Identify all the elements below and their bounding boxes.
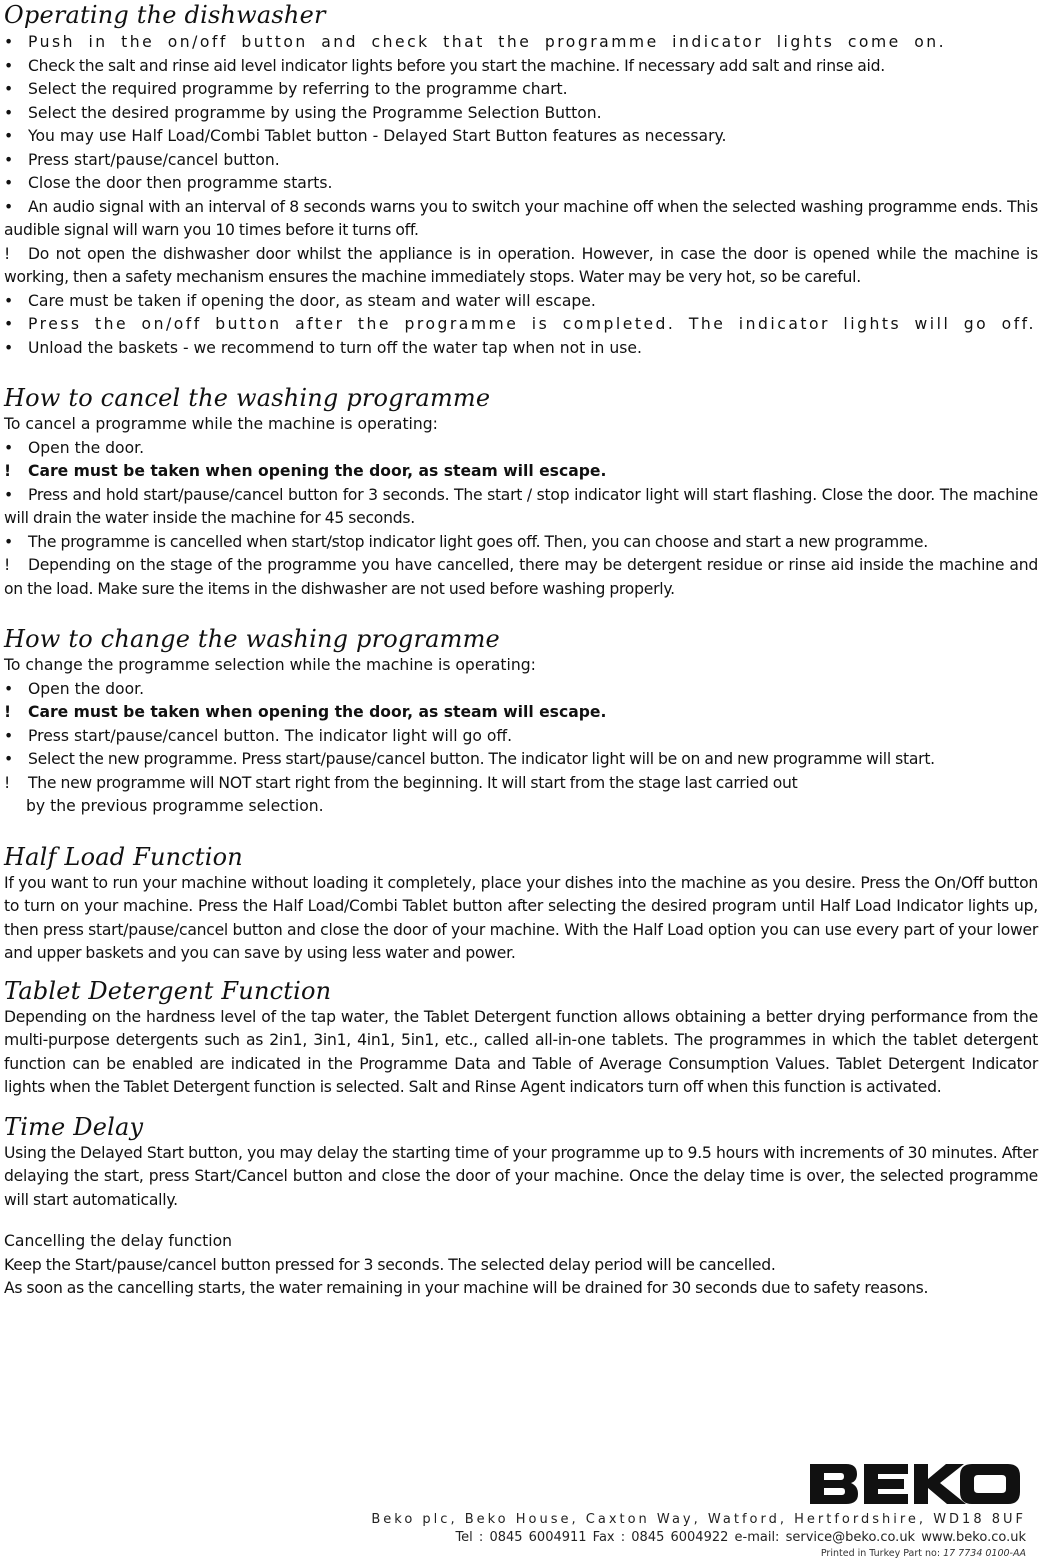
cancel-intro: To cancel a programme while the machine is operating: <box>4 415 438 433</box>
bullet-icon: • <box>4 315 16 333</box>
bullet-icon: • <box>4 197 13 216</box>
delay-cancel-line1: Keep the Start/pause/cancel button pressed for 3 seconds. The selected delay period will be cancelled. <box>4 1255 776 1274</box>
bullet-icon: • <box>4 33 16 51</box>
warning-icon: ! <box>4 556 11 574</box>
bullet-icon: • <box>4 485 13 504</box>
footer-address: Beko plc, Beko House, Caxton Way, Watford, Hertfordshire, WD18 8UF <box>371 1512 1026 1527</box>
list-item: • Check the salt and rinse aid level indicator lights before you start the machine. If necessary add salt and rinse aid. <box>4 55 1038 79</box>
section-title-tablet: Tablet Detergent Function <box>4 976 332 1005</box>
warning-icon: ! <box>4 773 11 792</box>
warning-item: ! Do not open the dishwasher door whilst the appliance is in operation. However, in case the door is opened while the machine is working, then a safety mechanism ensures the machine immediately stops. Water may be very hot, so be careful. <box>4 244 1038 286</box>
warning-icon: ! <box>4 244 11 263</box>
warning-item: ! Care must be taken when opening the door, as steam will escape. <box>4 460 1038 484</box>
bullet-icon: • <box>4 291 14 310</box>
list-item: • Press the on/off button after the programme is completed. The indicator lights will go off. <box>4 313 1038 337</box>
list-item: • Press start/pause/cancel button. The indicator light will go off. <box>4 725 1038 749</box>
warning-icon: ! <box>4 462 12 480</box>
list-item: • Open the door. <box>4 678 1038 702</box>
section-title-operating: Operating the dishwasher <box>4 1 326 29</box>
bullet-icon: • <box>4 679 14 698</box>
delay-body: Using the Delayed Start button, you may delay the starting time of your programme up to 9.5 hours with increments of 30 minutes. After delaying the start, press Start/Cancel button and close the door of your machine. Once the delay time is over, the selected programme will start automatically. <box>4 1143 1038 1209</box>
list-item: • Push in the on/off button and check that the programme indicator lights come on. <box>4 31 1038 55</box>
list-item: • Select the new programme. Press start/pause/cancel button. The indicator light will be on and new programme will start. <box>4 748 1038 772</box>
bullet-icon: • <box>4 532 13 551</box>
list-item: • Press start/pause/cancel button. <box>4 149 1038 173</box>
bullet-icon: • <box>4 103 14 122</box>
delay-cancel-heading: Cancelling the delay function <box>4 1232 233 1250</box>
half-load-body: If you want to run your machine without loading it completely, place your dishes into the machine as you desire. Press the On/Off button to turn on your machine. Press the Half Load/Combi Tablet button after selecting the desired program until Half Load Indicator lights up, then press start/pause/cancel button and close the door of your machine. With the Half Load option you can use every part of your lower and upper baskets and you can save by using less water and power. <box>4 873 1038 962</box>
list-item: • Care must be taken if opening the door, as steam and water will escape. <box>4 290 1038 314</box>
bullet-icon: • <box>4 56 13 75</box>
list-item: • You may use Half Load/Combi Tablet button - Delayed Start Button features as necessary. <box>4 125 1038 149</box>
list-item: • Open the door. <box>4 437 1038 461</box>
bullet-icon: • <box>4 438 14 457</box>
warning-item: ! Depending on the stage of the programme you have cancelled, there may be detergent residue or rinse aid inside the machine and on the load. Make sure the items in the dishwasher are not used before washing properly. <box>4 556 1038 598</box>
section-title-cancel: How to cancel the washing programme <box>4 384 491 412</box>
warning-item: ! The new programme will NOT start right from the beginning. It will start from the stage last carried out <box>4 772 1038 796</box>
footer-part-number: Printed in Turkey Part no: 17 7734 0100-AA <box>820 1548 1026 1559</box>
bullet-icon: • <box>4 338 14 357</box>
section-title-half-load: Half Load Function <box>4 842 243 871</box>
section-title-change: How to change the washing programme <box>4 625 500 653</box>
section-title-delay: Time Delay <box>4 1112 144 1141</box>
operating-steps <box>4 31 1038 360</box>
list-item: • Select the required programme by referring to the programme chart. <box>4 78 1038 102</box>
bullet-icon: • <box>4 174 14 192</box>
warning-continuation: by the previous programme selection. <box>26 797 324 815</box>
list-item: • An audio signal with an interval of 8 seconds warns you to switch your machine off when the selected washing programme ends. This audible signal will warn you 10 times before it turns off. <box>4 197 1038 239</box>
beko-logo <box>808 1461 1022 1511</box>
bullet-icon: • <box>4 127 14 145</box>
bullet-icon: • <box>4 80 14 98</box>
footer-contact: Tel : 0845 6004911 Fax : 0845 6004922 e-mail: service@beko.co.uk www.beko.co.uk <box>455 1530 1026 1545</box>
footer <box>366 1461 1026 1561</box>
change-intro: To change the programme selection while the machine is operating: <box>4 656 536 674</box>
list-item: • Press and hold start/pause/cancel button for 3 seconds. The start / stop indicator light will start flashing. Close the door. The machine will drain the water inside the machine for 45 seconds. <box>4 485 1038 527</box>
list-item: • Select the desired programme by using the Programme Selection Button. <box>4 102 1038 126</box>
list-item: • The programme is cancelled when start/stop indicator light goes off. Then, you can choose and start a new programme. <box>4 531 1038 555</box>
bullet-icon: • <box>4 750 13 768</box>
warning-icon: ! <box>4 703 12 721</box>
bullet-icon: • <box>4 150 14 169</box>
warning-item: ! Care must be taken when opening the door, as steam will escape. <box>4 701 1038 725</box>
tablet-body: Depending on the hardness level of the tap water, the Tablet Detergent function allows obtaining a better drying performance from the multi-purpose detergents such as 2in1, 3in1, 4in1, 5in1, etc., called all-in-one tablets. The programmes in which the tablet detergent function can be enabled are indicated in the Programme Data and Table of Average Consumption Values. Tablet Detergent Indicator lights when the Tablet Detergent function is selected. Salt and Rinse Agent indicators turn off when this function is activated. <box>4 1007 1038 1096</box>
delay-cancel-line2: As soon as the cancelling starts, the water remaining in your machine will be drained for 30 seconds due to safety reasons. <box>4 1279 929 1297</box>
list-item: • Close the door then programme starts. <box>4 172 1038 196</box>
list-item: • Unload the baskets - we recommend to turn off the water tap when not in use. <box>4 337 1038 361</box>
bullet-icon: • <box>4 726 14 745</box>
